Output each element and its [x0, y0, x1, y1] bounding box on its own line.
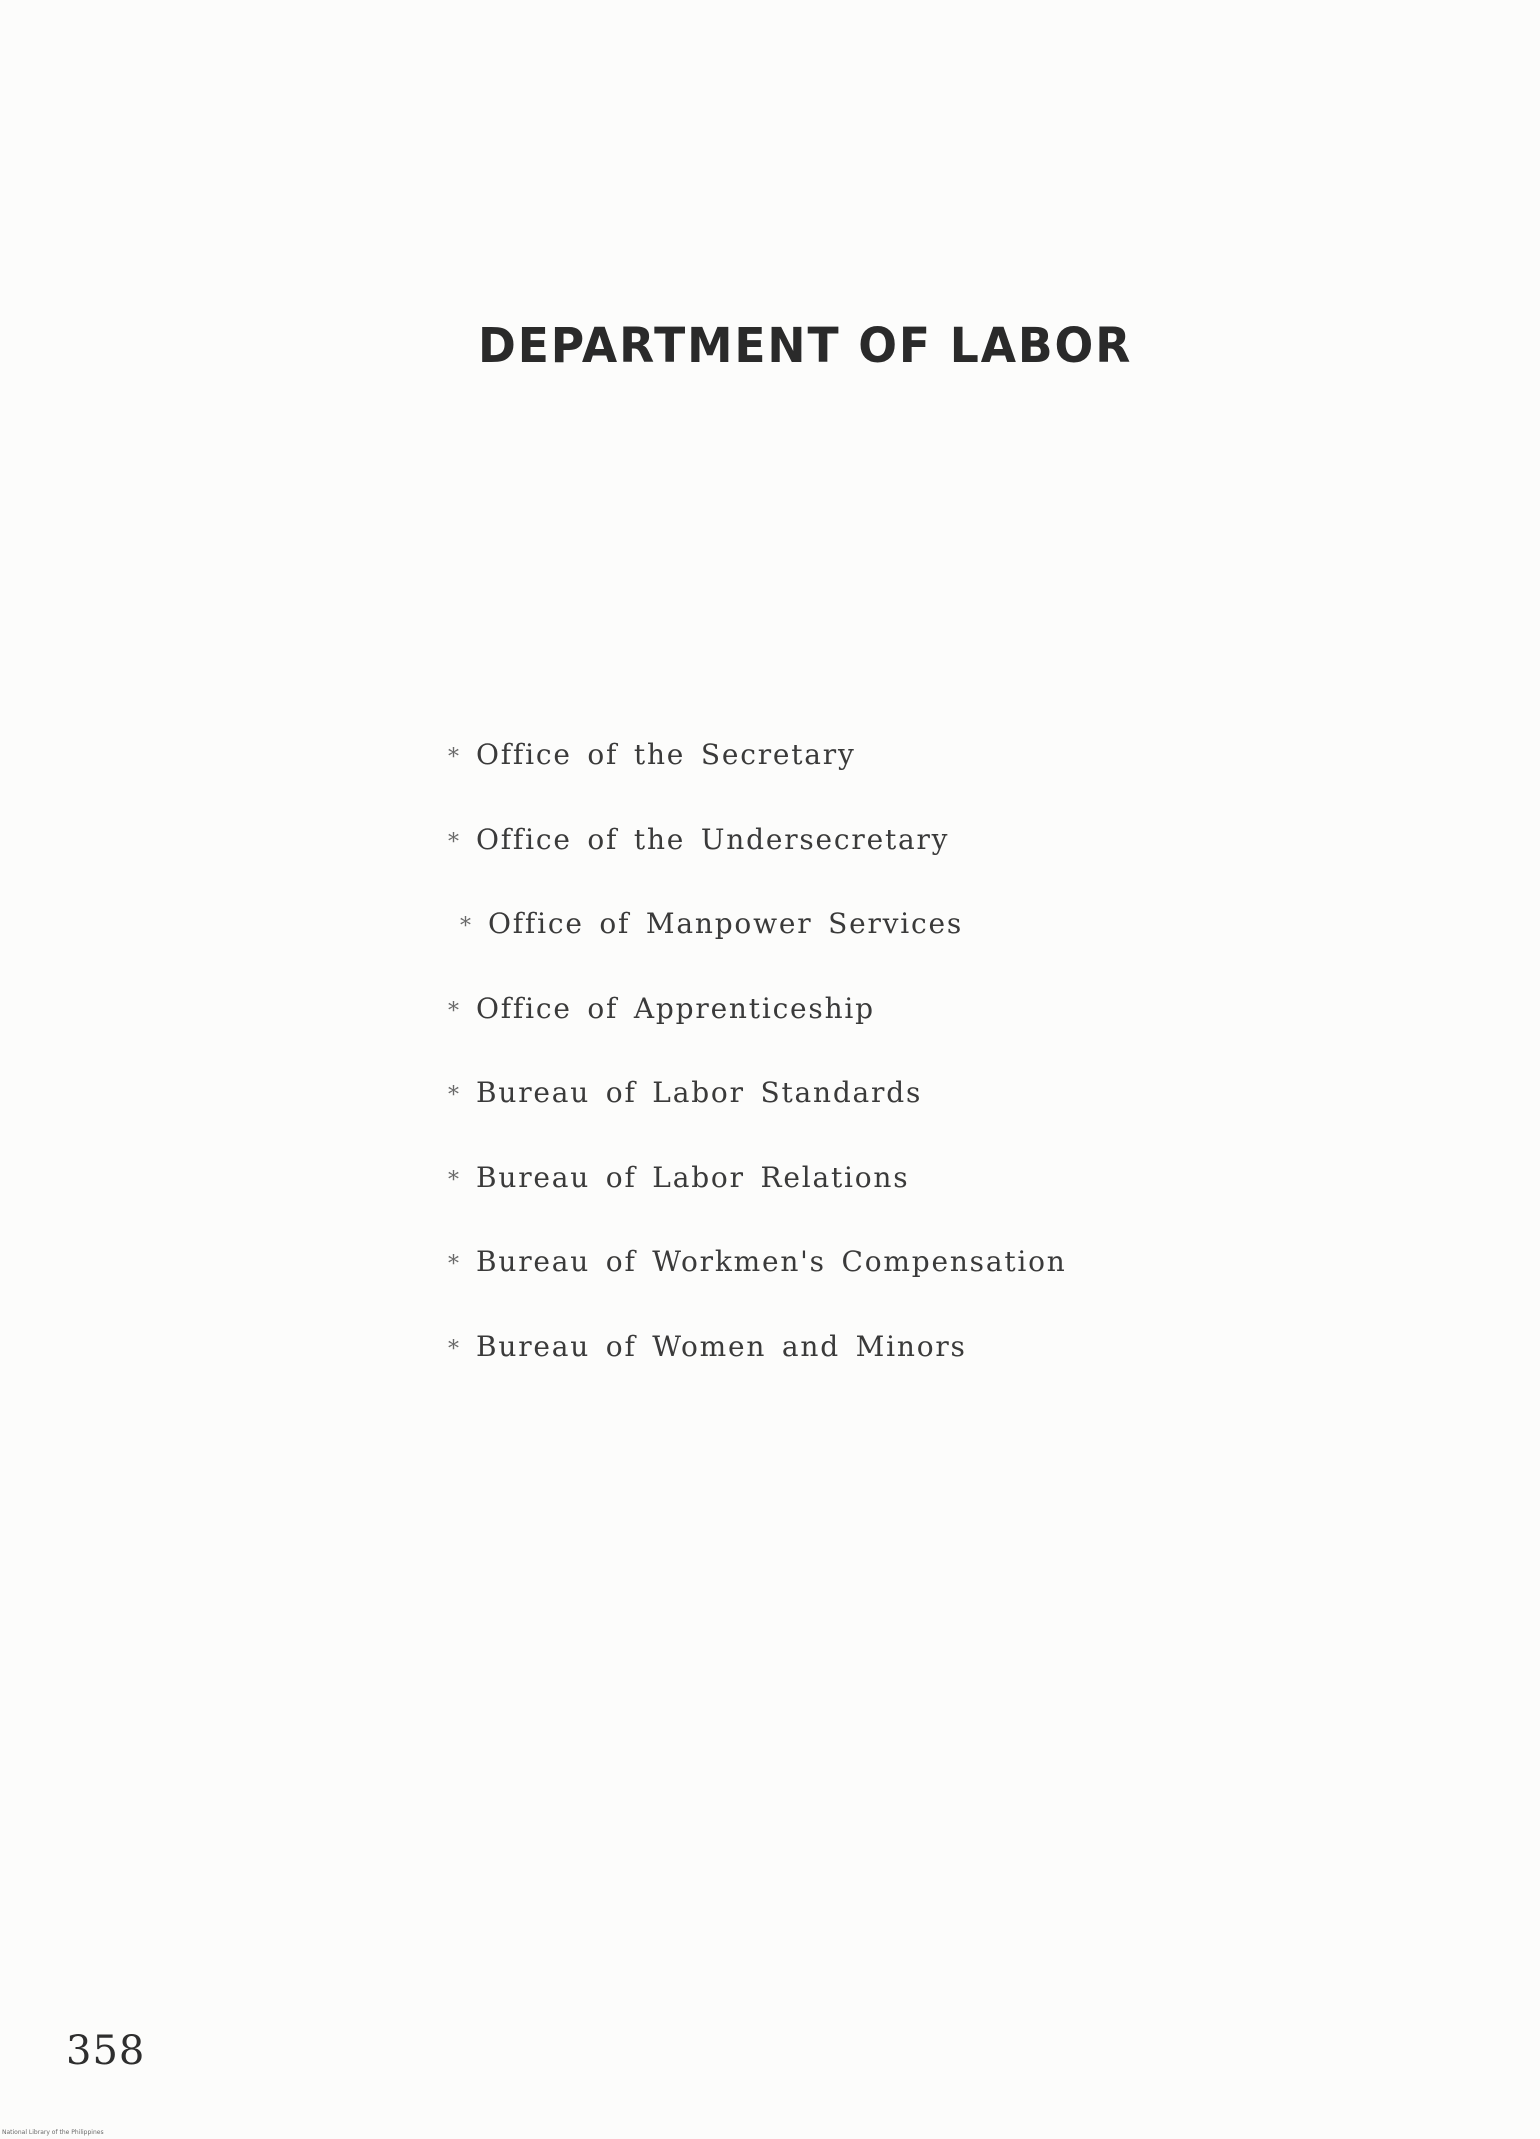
list-item-label: Office of Apprenticeship — [476, 991, 875, 1025]
asterisk-bullet: * — [448, 829, 461, 855]
list-item — [448, 1330, 1067, 1415]
list-item-label: Office of the Secretary — [476, 738, 856, 771]
page-title: DEPARTMENT OF LABOR — [478, 318, 1133, 374]
list-item-label: Office of Manpower Services — [488, 907, 964, 940]
list-item — [448, 738, 1067, 823]
list-item — [448, 1076, 1067, 1161]
footer-credit: National Library of the Philippines — [2, 2129, 104, 2136]
asterisk-bullet: * — [448, 998, 461, 1024]
asterisk-bullet: * — [448, 745, 461, 770]
list-item-label: Bureau of Labor Standards — [476, 1076, 923, 1109]
page-number: 358 — [66, 2028, 146, 2074]
asterisk-bullet: * — [448, 1336, 461, 1362]
asterisk-bullet: * — [448, 1252, 461, 1277]
asterisk-bullet: * — [448, 1167, 461, 1193]
asterisk-bullet: * — [460, 914, 473, 939]
asterisk-bullet: * — [448, 1083, 461, 1108]
list-item — [448, 823, 1067, 908]
list-item — [448, 1161, 1067, 1246]
list-item — [448, 907, 1067, 992]
list-item-label: Bureau of Women and Minors — [476, 1329, 967, 1363]
list-item — [448, 1245, 1067, 1330]
list-item — [448, 992, 1067, 1077]
list-item-label: Bureau of Workmen's Compensation — [476, 1245, 1067, 1278]
list-item-label: Office of the Undersecretary — [476, 822, 950, 856]
list-item-label: Bureau of Labor Relations — [476, 1160, 910, 1194]
office-list — [448, 738, 1067, 1414]
